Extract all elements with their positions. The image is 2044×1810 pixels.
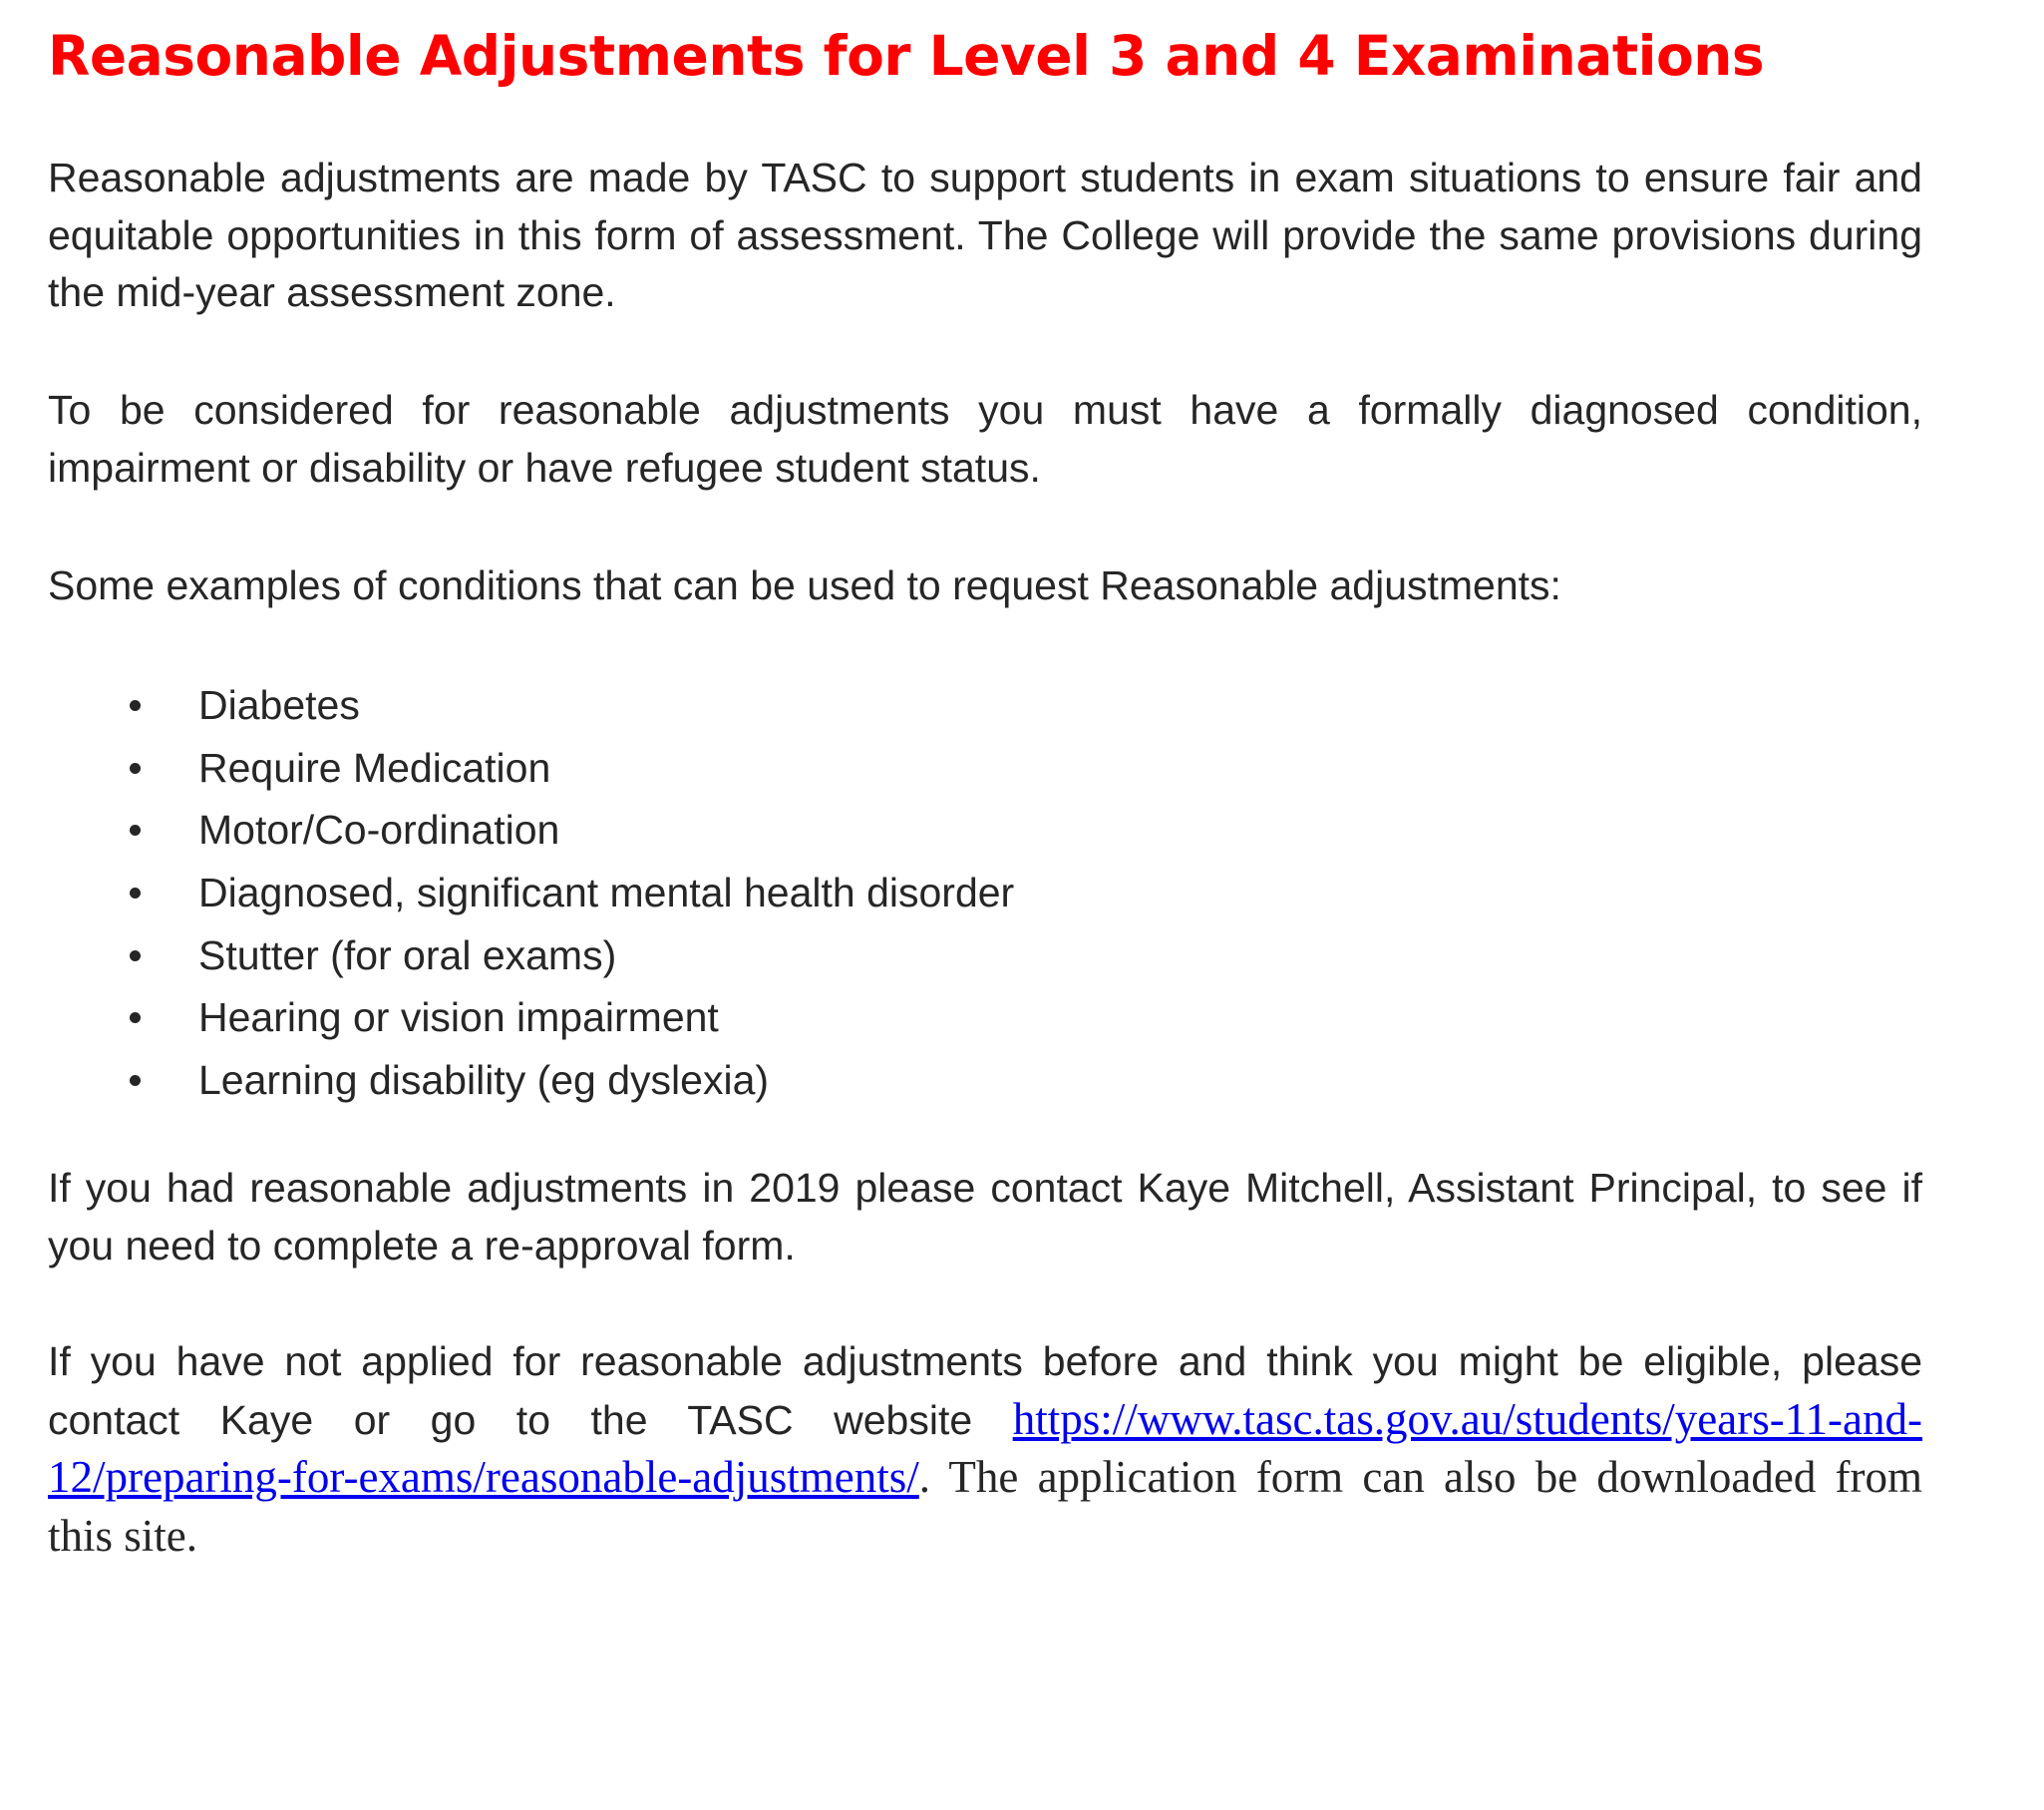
list-item-label: Learning disability (eg dyslexia) — [198, 1057, 770, 1104]
list-item — [48, 986, 1014, 1049]
examples-intro-paragraph: Some examples of conditions that can be used to request Reasonable adjustments: — [48, 562, 1561, 608]
list-item — [48, 1049, 1014, 1112]
bullet-icon — [130, 888, 141, 899]
bullet-icon — [130, 763, 141, 774]
page-title: Reasonable Adjustments for Level 3 and 4 Examinations — [48, 24, 1765, 88]
list-item — [48, 799, 1014, 862]
conditions-list — [48, 674, 1014, 1112]
intro-paragraph: Reasonable adjustments are made by TASC to support students in exam situations to ensure fair and equitable opportunities in this form of assessment. The College will provide the same provisions during the mid-year assessment zone. — [48, 155, 1922, 315]
bullet-icon — [130, 950, 141, 961]
list-item — [48, 924, 1014, 987]
list-item-label: Require Medication — [198, 744, 551, 791]
new-applicants-text: If you have not applied for reasonable adjustments before and think you might be eligible, please contact Kaye or go to the TASC website — [48, 1338, 1922, 1443]
list-item-label: Stutter (for oral exams) — [198, 931, 617, 978]
bullet-icon — [130, 700, 141, 711]
list-item-label: Diagnosed, significant mental health disorder — [198, 870, 1015, 916]
list-item-label: Diabetes — [198, 682, 360, 728]
list-item-label: Hearing or vision impairment — [198, 994, 719, 1041]
new-applicants-suffix: . The application form can also be downloaded from this site. — [48, 1452, 1922, 1561]
bullet-icon — [130, 1012, 141, 1023]
list-item — [48, 674, 1014, 737]
eligibility-paragraph: To be considered for reasonable adjustments you must have a formally diagnosed condition, impairment or disability or have refugee student status. — [48, 387, 1922, 491]
tasc-website-link[interactable]: https://www.tasc.tas.gov.au/students/years-11-and-12/preparing-for-exams/reasonable-adjustments/ — [48, 1393, 1922, 1502]
new-applicants-paragraph — [48, 1333, 1922, 1566]
list-item-label: Motor/Co-ordination — [198, 807, 560, 854]
list-item — [48, 862, 1014, 924]
bullet-icon — [130, 1075, 141, 1086]
bullet-icon — [130, 825, 141, 836]
list-item — [48, 737, 1014, 800]
previous-adjustments-paragraph: If you had reasonable adjustments in 2019 please contact Kaye Mitchell, Assistant Principal, to see if you need to complete a re-approval form. — [48, 1165, 1922, 1268]
